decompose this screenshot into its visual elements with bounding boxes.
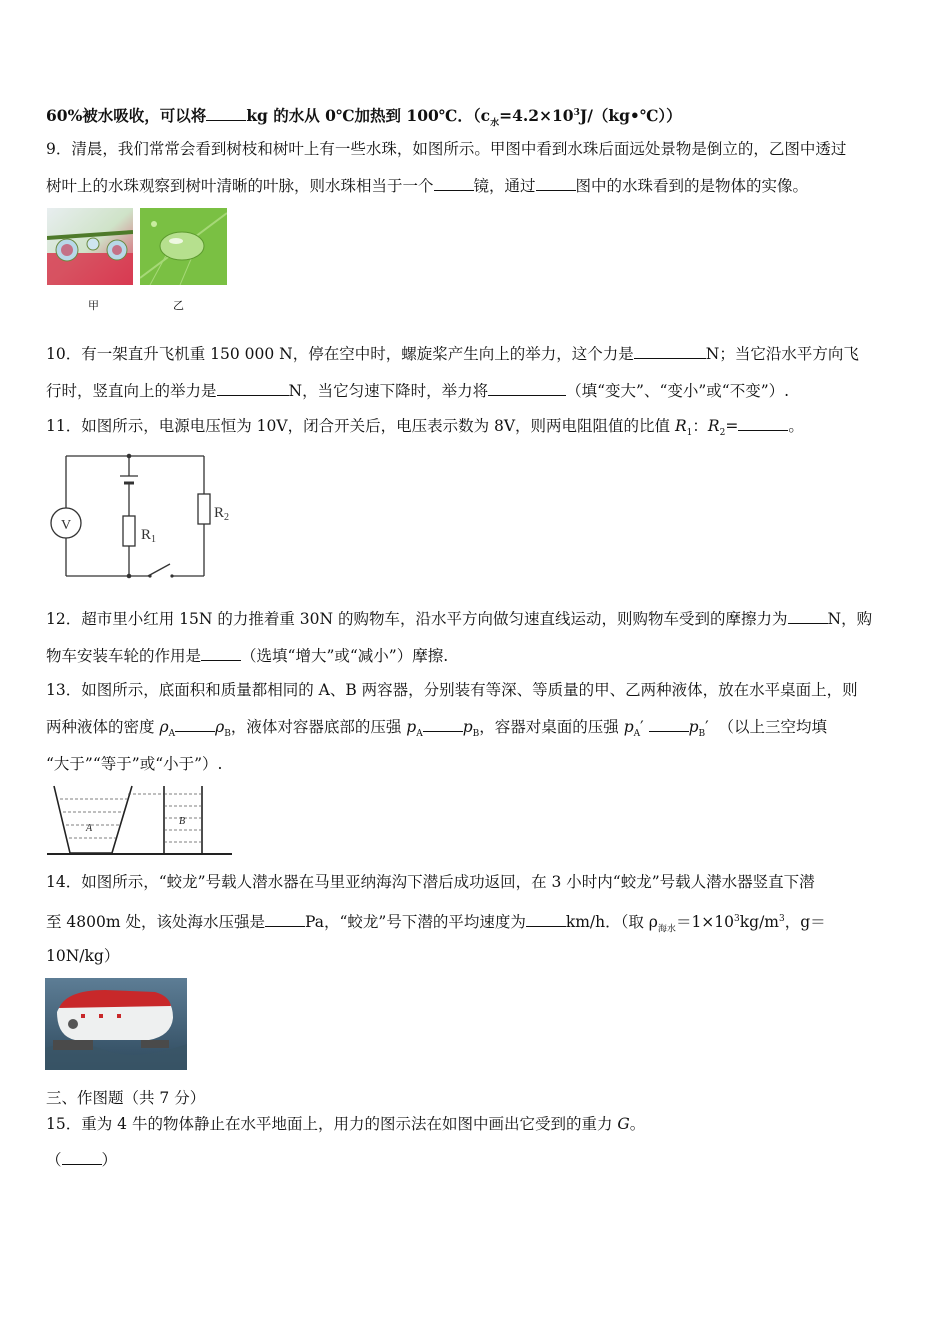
answer-blank[interactable]: [206, 106, 246, 121]
svg-text:R2: [214, 505, 229, 523]
containers-diagram: [44, 784, 234, 858]
water-droplets-twig-photo: [47, 208, 133, 285]
answer-blank[interactable]: [649, 717, 689, 732]
caption-yi: 乙: [173, 299, 184, 312]
answer-blank[interactable]: [423, 717, 463, 732]
answer-blank[interactable]: [434, 176, 474, 191]
caption-jia: 甲: [88, 299, 99, 312]
circuit-diagram: [48, 452, 238, 584]
q12-line-2: 物车安装车轮的作用是 （选填“增大”或“减小”）摩擦.: [46, 647, 449, 665]
r2-subscript: 2: [224, 512, 230, 523]
q13-line-1: 13．如图所示，底面积和质量都相同的 A、B 两容器，分别装有等深、等质量的甲、乙两种液体，放在水平桌面上，则: [46, 681, 858, 699]
q15-answer: （ ）: [46, 1151, 118, 1169]
container-a-label: A: [86, 823, 93, 834]
q10-line-1: 10．有一架直升飞机重 150 000 N，停在空中时，螺旋桨产生向上的举力，这个力是 N；当它沿水平方向飞: [46, 345, 859, 363]
answer-blank[interactable]: [526, 912, 566, 927]
q15-line: 15．重为 4 牛的物体静止在水平地面上，用力的图示法在如图中画出它受到的重力 G。: [46, 1115, 646, 1133]
water-droplet-leaf-photo: [140, 208, 227, 285]
q8-line: 60%被水吸收，可以将 kg 的水从 0℃加热到 100℃．$(c_水=4.2\times 10^3J/(kg•℃))$: [46, 106, 682, 129]
container-b-label: B: [179, 816, 186, 827]
q14-line-2: 至 4800m 处，该处海水压强是 Pa，“蛟龙”号下潜的平均速度为 km/h．（取 $\rho_{海水}=1\times 10^3kg/m^3$，g＝: [46, 913, 826, 935]
q14-line-1: 14．如图所示，“蛟龙”号载人潜水器在马里亚纳海沟下潜后成功返回，在 3 小时内“蛟龙”号载人潜水器竖直下潜: [46, 873, 815, 891]
q13-line-3: “大于”“等于”或“小于”）.: [46, 755, 223, 773]
answer-blank[interactable]: [788, 609, 828, 624]
r1-label: R: [141, 527, 152, 543]
answer-blank[interactable]: [265, 912, 305, 927]
answer-blank[interactable]: [201, 646, 241, 661]
answer-blank[interactable]: [488, 381, 566, 396]
answer-blank[interactable]: [175, 717, 215, 732]
r2-label: R: [214, 505, 225, 521]
answer-blank[interactable]: [217, 381, 289, 396]
jiaolong-submersible-photo: [45, 978, 187, 1070]
q11-line: 11．如图所示，电源电压恒为 10V，闭合开关后，电压表示数为 8V，则两电阻阻值的比值 $R_1$：$R_2=$ 。: [46, 417, 804, 439]
r1-subscript: 1: [151, 534, 157, 545]
q12-line-1: 12．超市里小红用 15N 的力推着重 30N 的购物车，沿水平方向做匀速直线运动，则购物车受到的摩擦力为 N，购: [46, 610, 873, 628]
answer-blank[interactable]: [738, 416, 788, 431]
q10-line-2: 行时，竖直向上的举力是 N，当它匀速下降时，举力将 （填“变大”、“变小”或“不变”）.: [46, 382, 790, 400]
answer-blank[interactable]: [536, 176, 576, 191]
answer-blank[interactable]: [62, 1150, 102, 1165]
answer-blank[interactable]: [634, 344, 706, 359]
section-title: 三、作图题（共 7 分）: [46, 1089, 206, 1107]
q9-line-1: 9．清晨，我们常常会看到树枝和树叶上有一些水珠，如图所示。甲图中看到水珠后面远处景物是倒立的，乙图中透过: [46, 140, 847, 158]
q14-line-3: 10N/kg）: [46, 947, 120, 965]
q9-line-2: 树叶上的水珠观察到树叶清晰的叶脉，则水珠相当于一个 镜，通过 图中的水珠看到的是物体的实像。: [46, 177, 809, 195]
svg-text:R1: [141, 527, 156, 545]
voltmeter-label: V: [61, 518, 72, 533]
q13-line-2: 两种液体的密度 $\rho_A$ $\rho_B$，液体对容器底部的压强 $p_A$ $p_B$，容器对桌面的压强 $p_A'$ $p_B'$ （以上三空均填: [46, 718, 828, 740]
